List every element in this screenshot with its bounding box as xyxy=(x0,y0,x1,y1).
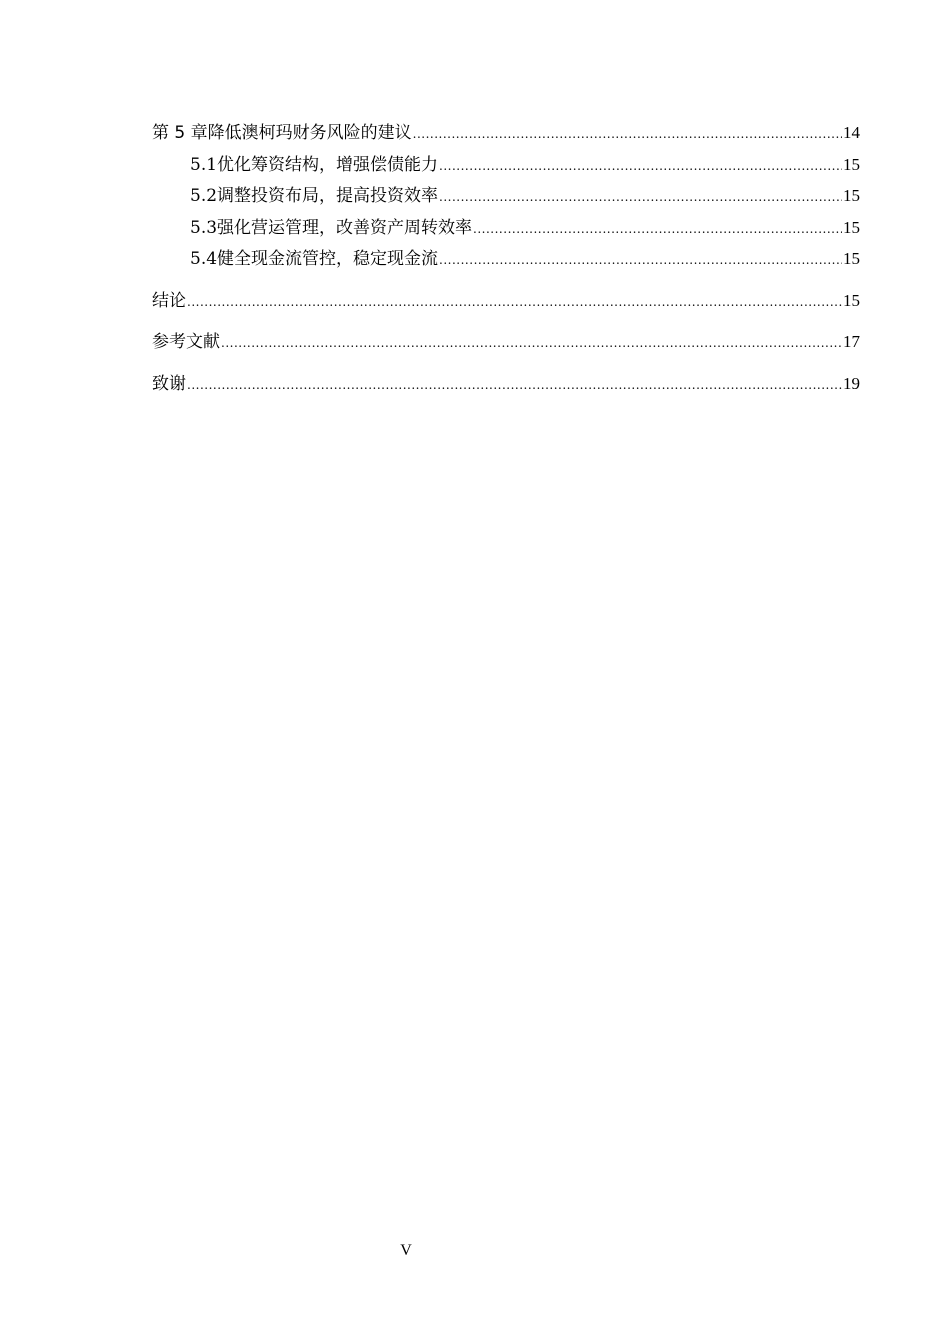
toc-entry-section-5-2[interactable] xyxy=(152,181,860,213)
page-number-footer: V xyxy=(400,1242,412,1259)
toc-entry-title: 致谢 xyxy=(152,373,186,394)
toc-entry-page: 15 xyxy=(843,186,860,205)
toc-leader-dots xyxy=(439,159,842,173)
toc-entry-page: 14 xyxy=(843,123,860,142)
toc-entry-page: 15 xyxy=(843,217,860,237)
toc-entry-title: 强化营运管理，改善资产周转效率 xyxy=(217,217,473,238)
toc-entry-number: 5.4 xyxy=(190,249,218,269)
toc-entry-title: 参考文献 xyxy=(152,332,220,352)
toc-entry-number: 第 5 章 xyxy=(152,123,208,143)
toc-entry-acknowledgements[interactable] xyxy=(152,369,860,401)
toc-entry-title: 结论 xyxy=(152,290,186,311)
toc-entry-section-5-4[interactable] xyxy=(152,244,860,276)
toc-entry-title: 健全现金流管控，稳定现金流 xyxy=(217,249,439,269)
toc-entry-chapter-5[interactable] xyxy=(152,118,860,150)
toc-entry-conclusion[interactable] xyxy=(152,286,860,318)
toc-leader-dots xyxy=(473,222,842,236)
toc-entry-title: 降低澳柯玛财务风险的建议 xyxy=(207,123,412,143)
toc-entry-number: 5.2 xyxy=(190,186,218,206)
toc-entry-page: 15 xyxy=(843,154,860,174)
toc-entry-page: 15 xyxy=(843,290,860,310)
toc-entry-section-5-3[interactable] xyxy=(152,213,860,245)
toc-entry-page: 19 xyxy=(843,373,860,393)
toc-entry-page: 15 xyxy=(843,249,860,268)
toc-entry-references[interactable] xyxy=(152,327,860,359)
toc-entry-section-5-1[interactable] xyxy=(152,150,860,182)
toc-entry-number: 5.3 xyxy=(190,217,218,238)
toc-entry-page: 17 xyxy=(843,332,860,351)
toc-leader-dots xyxy=(187,295,842,309)
table-of-contents xyxy=(152,118,860,400)
toc-leader-dots xyxy=(413,127,842,141)
toc-leader-dots xyxy=(439,190,842,204)
toc-leader-dots xyxy=(439,253,842,267)
toc-entry-number: 5.1 xyxy=(190,154,218,175)
toc-leader-dots xyxy=(187,378,842,392)
toc-entry-title: 优化筹资结构，增强偿债能力 xyxy=(217,154,439,175)
toc-leader-dots xyxy=(221,336,842,350)
toc-entry-title: 调整投资布局，提高投资效率 xyxy=(217,186,439,206)
